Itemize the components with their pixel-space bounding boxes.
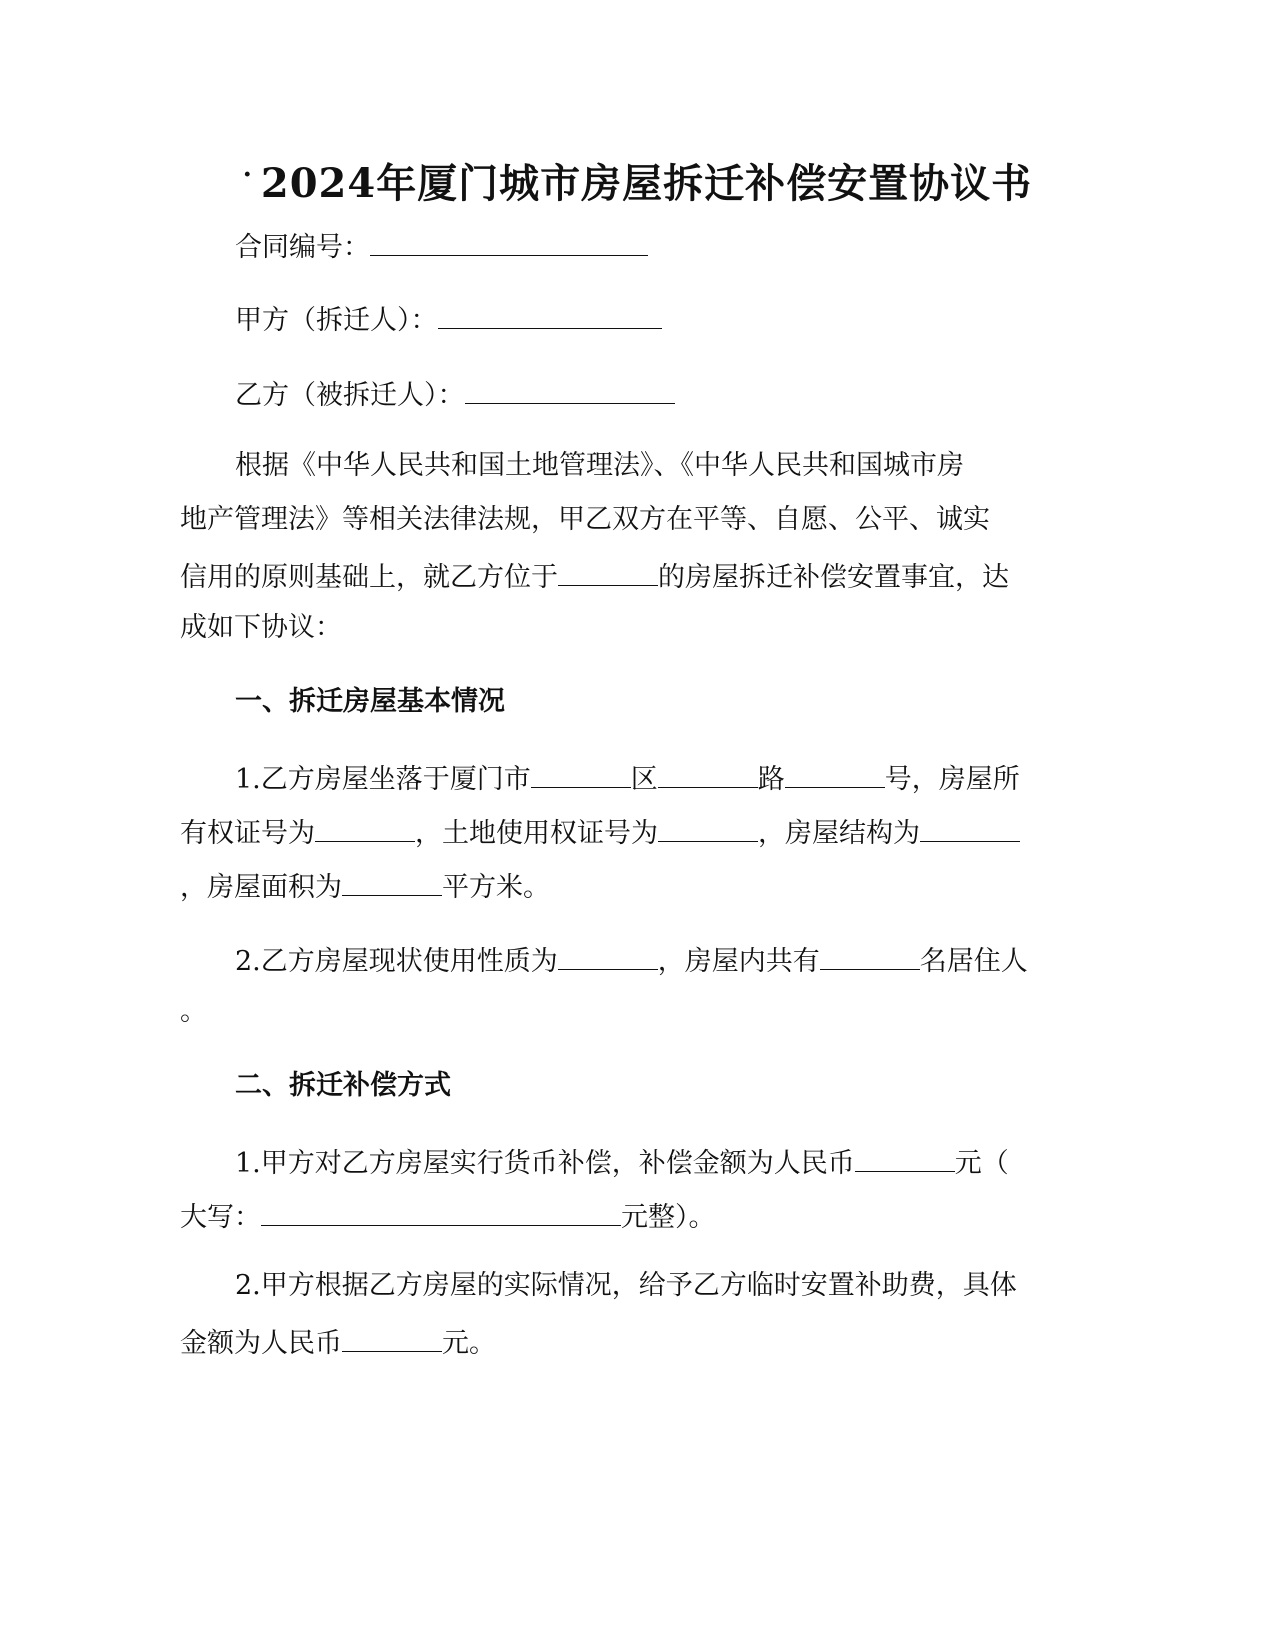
land-cert-blank <box>658 816 758 842</box>
section-2-clause-1-line-2: 大写： 元整）。 <box>180 1202 716 1233</box>
party-a-line: 甲方（拆迁人）： <box>235 303 662 334</box>
party-a-blank <box>438 303 662 329</box>
compensation-amount-blank <box>855 1146 955 1172</box>
section-1-clause-2-line-2: 。 <box>180 996 207 1027</box>
party-b-line: 乙方（被拆迁人）： <box>235 378 675 409</box>
section-1-clause-1-line-1: 1.乙方房屋坐落于厦门市 区 路 号，房屋所 <box>235 764 1020 795</box>
preamble-line-3: 信用的原则基础上，就乙方位于 的房屋拆迁补偿安置事宜，达 <box>180 562 1009 593</box>
party-b-blank <box>465 378 675 404</box>
section-1-heading: 一、拆迁房屋基本情况 <box>235 686 505 717</box>
title-mark: · <box>242 160 253 190</box>
preamble-line-1: 根据《中华人民共和国土地管理法》、《中华人民共和国城市房 <box>235 450 964 481</box>
section-2-clause-2-line-2: 金额为人民币 元。 <box>180 1328 496 1359</box>
road-blank <box>658 762 758 788</box>
preamble-line-4: 成如下协议： <box>180 612 342 643</box>
amount-in-words-blank <box>261 1200 621 1226</box>
district-blank <box>531 762 631 788</box>
section-1-clause-1-line-2: 有权证号为 ，土地使用权证号为 ，房屋结构为 <box>180 816 1020 847</box>
section-2-clause-2-line-1: 2.甲方根据乙方房屋的实际情况，给予乙方临时安置补助费，具体 <box>235 1270 1017 1301</box>
structure-blank <box>920 816 1020 842</box>
preamble-line-2: 地产管理法》等相关法律法规，甲乙双方在平等、自愿、公平、诚实 <box>180 504 990 535</box>
contract-number-line: 合同编号： <box>235 230 648 261</box>
ownership-cert-blank <box>315 816 415 842</box>
section-2-heading: 二、拆迁补偿方式 <box>235 1070 451 1101</box>
residents-blank <box>820 944 920 970</box>
section-1-clause-2-line-1: 2.乙方房屋现状使用性质为 ，房屋内共有 名居住人 <box>235 946 1028 977</box>
number-blank <box>785 762 885 788</box>
section-1-clause-1-line-3: ，房屋面积为 平方米。 <box>180 872 550 903</box>
usage-blank <box>558 944 658 970</box>
area-blank <box>342 870 442 896</box>
document-title: · 2024年厦门城市房屋拆迁补偿安置协议书 <box>242 160 1033 207</box>
contract-number-blank <box>370 230 648 256</box>
location-blank <box>558 560 658 586</box>
subsidy-amount-blank <box>342 1326 442 1352</box>
section-2-clause-1-line-1: 1.甲方对乙方房屋实行货币补偿，补偿金额为人民币 元（ <box>235 1148 1009 1179</box>
